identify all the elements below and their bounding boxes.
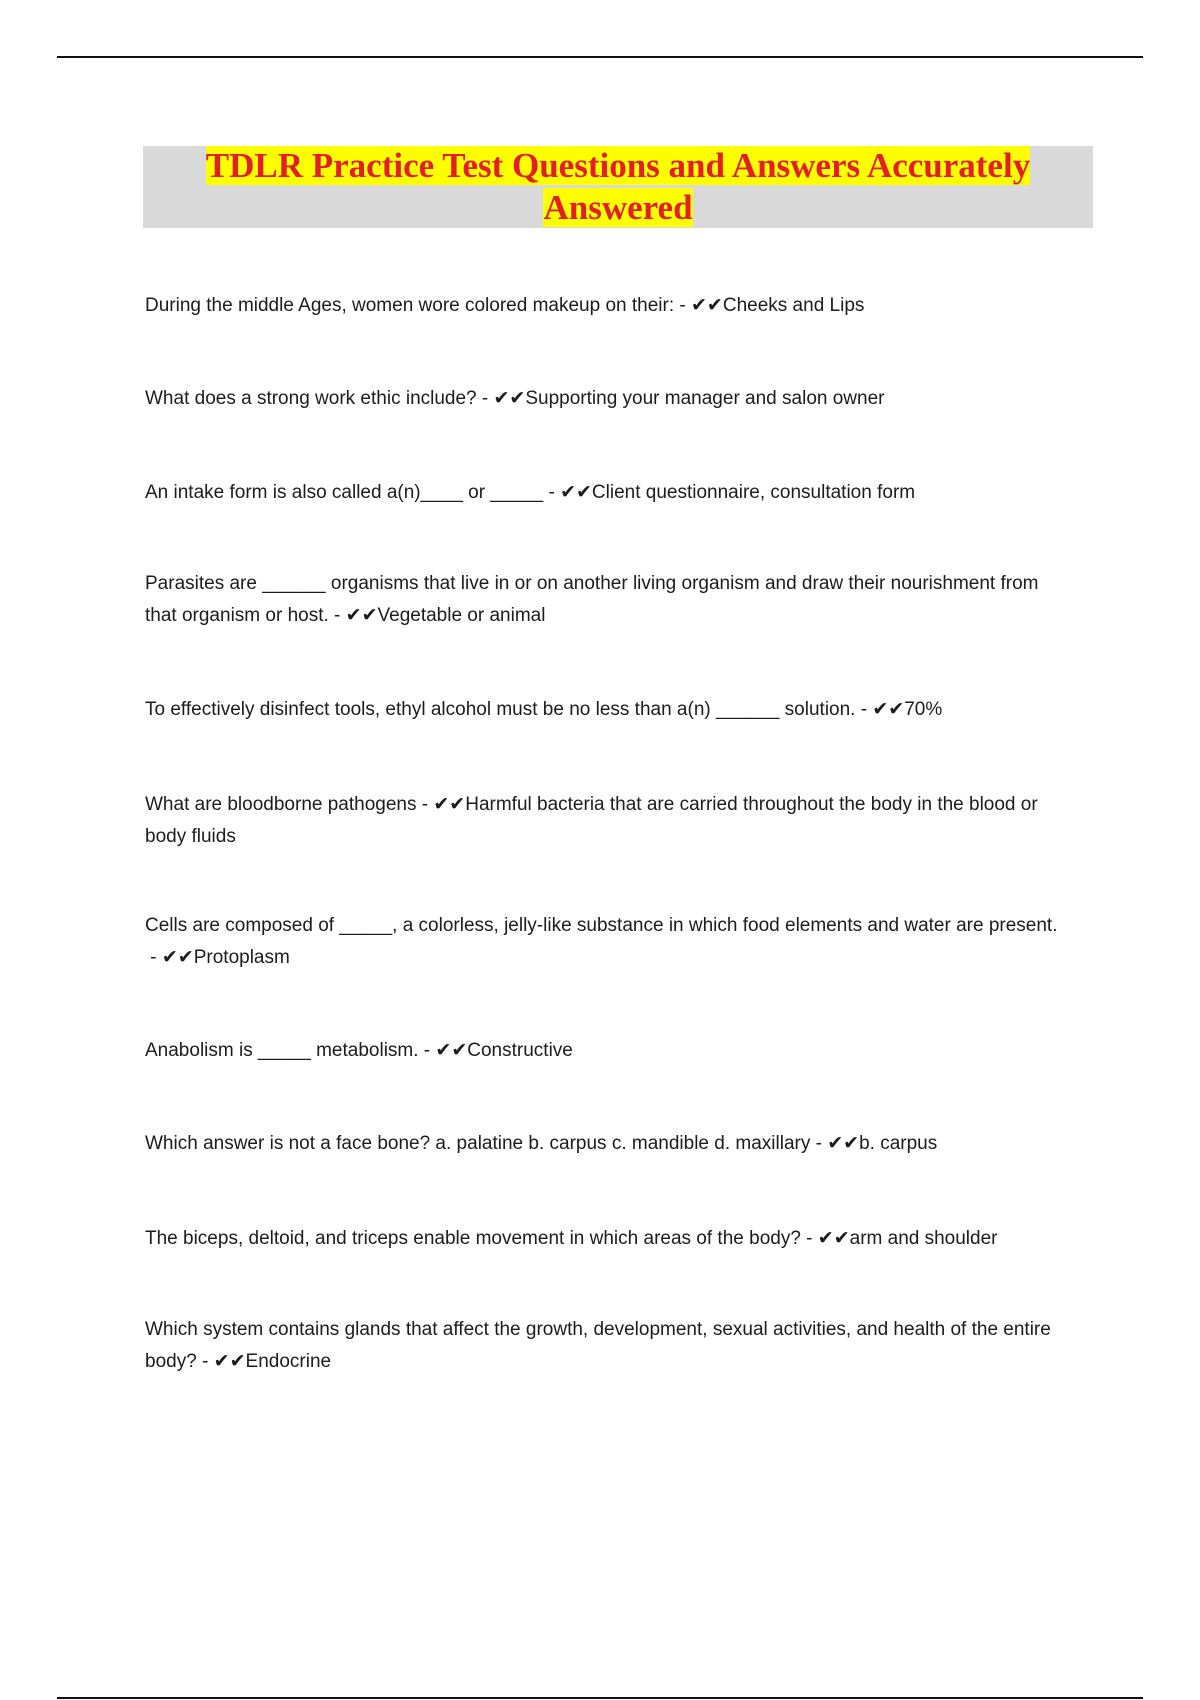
qa-item-6 xyxy=(145,789,1075,853)
answer-text: Endocrine xyxy=(245,1351,332,1372)
question-text: The biceps, deltoid, and triceps enable movement in which areas of the body? xyxy=(145,1228,801,1249)
separator: - xyxy=(418,1040,436,1061)
separator: - xyxy=(196,1351,214,1372)
answer-text: arm and shoulder xyxy=(849,1228,998,1249)
double-check-icon: ✔✔ xyxy=(560,482,592,503)
qa-item-11 xyxy=(145,1314,1075,1378)
answer-text: Supporting your manager and salon owner xyxy=(525,388,885,409)
separator: - xyxy=(800,1228,818,1249)
double-check-icon: ✔✔ xyxy=(345,605,378,626)
title-banner xyxy=(143,146,1093,228)
question-text: What are bloodborne pathogens xyxy=(145,794,417,815)
double-check-icon: ✔✔ xyxy=(827,1133,860,1154)
answer-text: Harmful bacteria that are carried throughout the body in the blood or body fluids xyxy=(145,794,1038,847)
page-top-rule xyxy=(57,56,1143,58)
double-check-icon: ✔✔ xyxy=(872,699,905,720)
separator: - xyxy=(145,947,162,968)
qa-item-2 xyxy=(145,383,1075,415)
double-check-icon: ✔✔ xyxy=(435,1040,468,1061)
question-text: Anabolism is _____ metabolism. xyxy=(145,1040,419,1061)
question-text: Cells are composed of _____, a colorless, jelly-like substance in which food elements and water are present. xyxy=(145,915,1058,936)
qa-item-10 xyxy=(145,1223,1075,1255)
qa-item-8 xyxy=(145,1035,1075,1067)
answer-text: Client questionnaire, consultation form xyxy=(591,482,916,503)
question-text: Parasites are ______ organisms that live in or on another living organism and draw their nourishment from that organism or host. xyxy=(145,573,1039,626)
separator: - xyxy=(416,794,434,815)
separator: - xyxy=(543,482,561,503)
double-check-icon: ✔✔ xyxy=(817,1228,850,1249)
answer-text: Constructive xyxy=(467,1040,573,1061)
question-text: To effectively disinfect tools, ethyl alcohol must be no less than a(n) ______ solution. xyxy=(145,699,856,720)
qa-item-3 xyxy=(145,477,1075,509)
separator: - xyxy=(476,388,494,409)
qa-item-1 xyxy=(145,290,1075,322)
question-text: What does a strong work ethic include? xyxy=(145,388,477,409)
answer-text: Protoplasm xyxy=(193,947,290,968)
qa-item-5 xyxy=(145,694,1075,726)
question-text: An intake form is also called a(n)____ or _____ xyxy=(145,482,544,503)
page-bottom-rule xyxy=(57,1697,1143,1699)
qa-item-9 xyxy=(145,1128,1075,1160)
qa-item-4 xyxy=(145,568,1075,632)
double-check-icon: ✔✔ xyxy=(493,388,526,409)
separator: - xyxy=(674,295,692,316)
qa-item-7 xyxy=(145,910,1075,974)
double-check-icon: ✔✔ xyxy=(213,1351,246,1372)
double-check-icon: ✔✔ xyxy=(691,295,723,316)
question-text: During the middle Ages, women wore colored makeup on their: xyxy=(145,295,675,316)
document-title: TDLR Practice Test Questions and Answers Accurately Answered xyxy=(205,146,1031,227)
double-check-icon: ✔✔ xyxy=(161,947,194,968)
separator: - xyxy=(810,1133,828,1154)
double-check-icon: ✔✔ xyxy=(433,794,466,815)
answer-text: b. carpus xyxy=(859,1133,938,1154)
separator: - xyxy=(328,605,346,626)
answer-text: Vegetable or animal xyxy=(377,605,546,626)
answer-text: Cheeks and Lips xyxy=(722,295,865,316)
answer-text: 70% xyxy=(904,699,943,720)
separator: - xyxy=(855,699,873,720)
question-text: Which answer is not a face bone? a. palatine b. carpus c. mandible d. maxillary xyxy=(145,1133,811,1154)
question-text: Which system contains glands that affect the growth, development, sexual activities, and health of the entire body? xyxy=(145,1319,1051,1372)
